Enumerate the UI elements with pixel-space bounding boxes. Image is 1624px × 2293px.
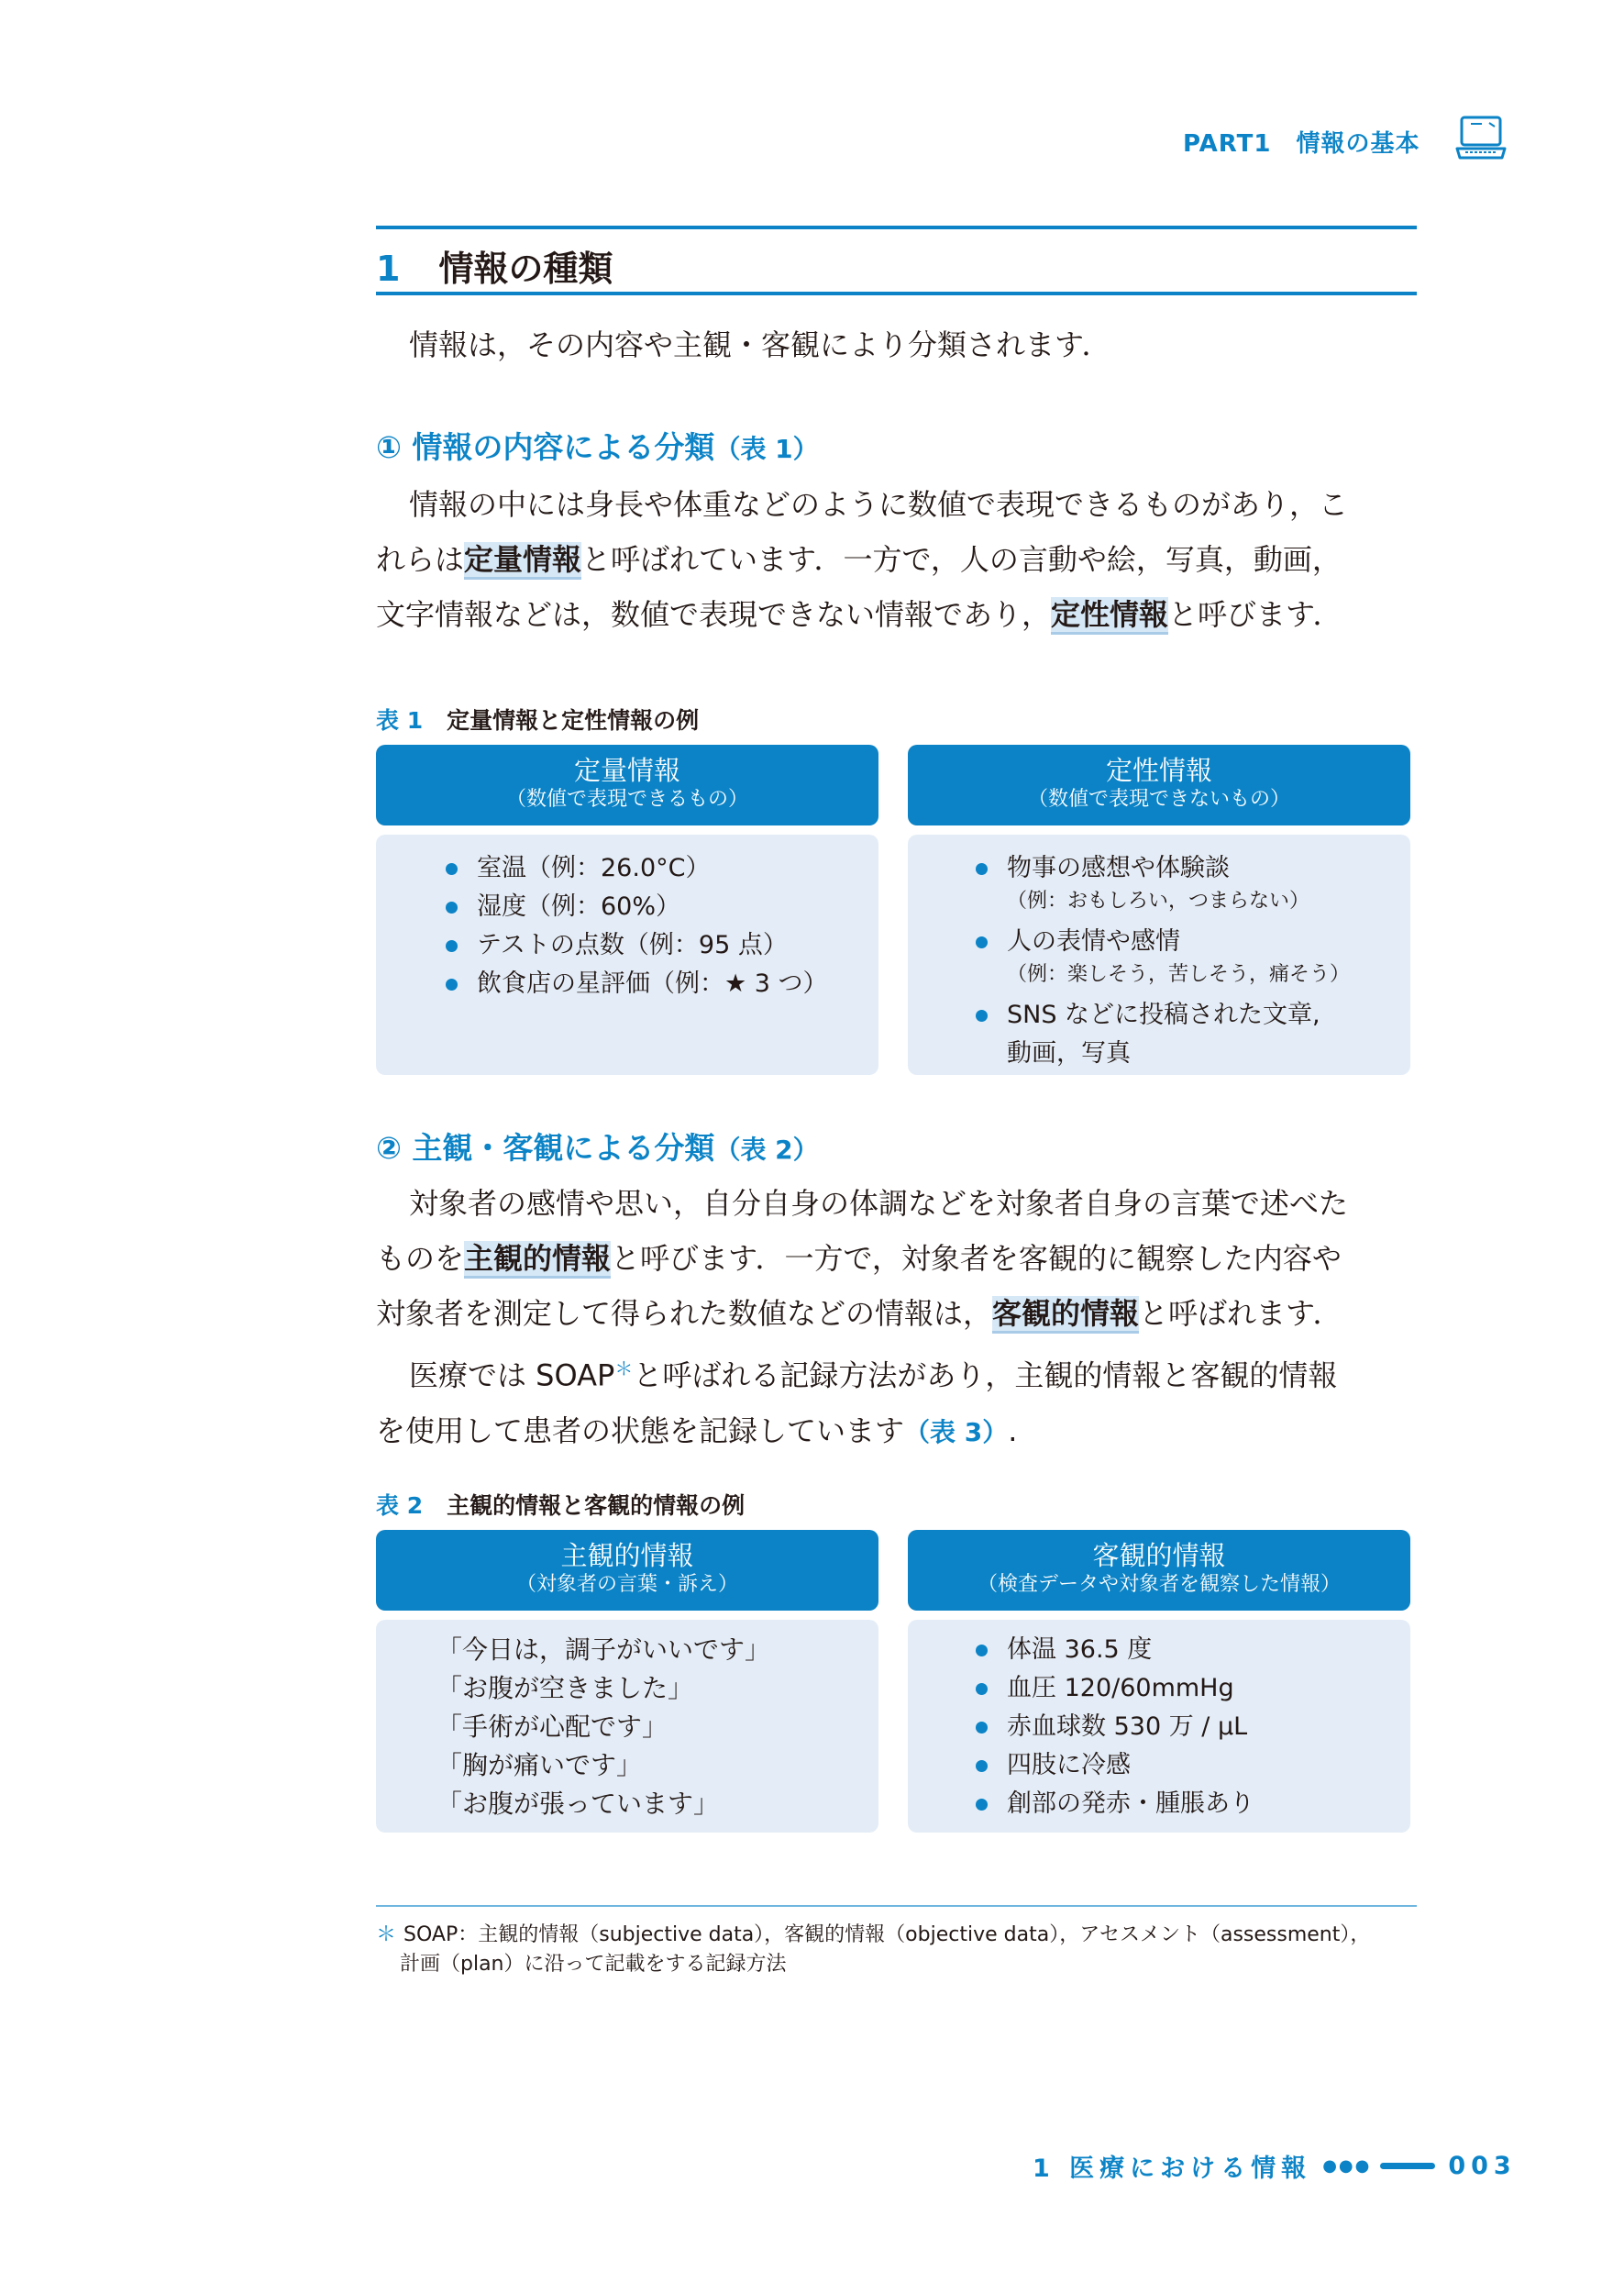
list-item: 体温 36.5 度 <box>970 1631 1410 1669</box>
highlight-term: 主観的情報 <box>464 1241 611 1279</box>
section-bottom-rule <box>376 292 1417 295</box>
text-run: と呼ばれます． <box>1139 1296 1342 1331</box>
highlight-term: 定量情報 <box>464 542 581 580</box>
list-item: 四肢に冷感 <box>970 1746 1410 1785</box>
highlight-term: 客観的情報 <box>992 1296 1139 1334</box>
item-main: 物事の感想や体験談 <box>1007 854 1230 882</box>
table1-right-header <box>908 745 1410 825</box>
list-item <box>970 996 1410 1073</box>
table1-left-header <box>376 745 878 825</box>
subheading-content <box>376 424 819 467</box>
footnote-rule <box>376 1905 1417 1907</box>
bar-ornament <box>1380 2163 1435 2169</box>
header-subtitle: （検査データや対象者を観察した情報） <box>977 1573 1341 1596</box>
text-line <box>376 532 1421 587</box>
intro-paragraph: 情報は，その内容や主観・客観により分類されます． <box>409 327 1111 362</box>
list-item: テストの点数（例：95 点） <box>440 926 878 965</box>
header-title: 主観的情報 <box>560 1540 694 1571</box>
list-item: 飲食店の星評価（例：★ 3 つ） <box>440 965 878 1003</box>
table1-caption <box>376 703 699 736</box>
item-main: SNS などに投稿された文章, <box>1007 1001 1320 1029</box>
part-label: PART1 情報の基本 <box>1183 130 1420 158</box>
table2-left-body <box>376 1620 878 1833</box>
table-title: 定量情報と定性情報の例 <box>447 707 700 734</box>
page-number: 003 <box>1448 2152 1517 2180</box>
section-top-rule <box>376 226 1417 229</box>
table2-right-body <box>908 1620 1410 1833</box>
item-main: 人の表情や感情 <box>1007 927 1180 956</box>
paragraph-subjective-objective <box>376 1176 1421 1460</box>
footnote-text: 計画（plan）に沿って記載をする記録方法 <box>400 1953 787 1976</box>
list-item: 「胸が痛いです」 <box>436 1750 643 1780</box>
text-run: 対象者を測定して得られた数値などの情報は， <box>376 1296 993 1331</box>
table-title: 主観的情報と客観的情報の例 <box>447 1492 746 1519</box>
subheading-subjective-objective <box>376 1124 819 1168</box>
header-subtitle: （数値で表現できないもの） <box>1027 788 1290 811</box>
table-ref: （表 3） <box>904 1416 1009 1447</box>
text-run: と呼ばれる記録方法があり，主観的情報と客観的情報 <box>633 1357 1338 1393</box>
footnote-text: SOAP：主観的情報（subjective data），客観的情報（objective data），アセスメント（assessment）， <box>403 1923 1371 1946</box>
list-item: 室温（例：26.0°C） <box>440 849 878 888</box>
header-subtitle: （数値で表現できるもの） <box>505 788 748 811</box>
list-item <box>970 923 1410 989</box>
list-item: 「今日は，調子がいいです」 <box>436 1634 771 1665</box>
item-example: （例：おもしろい，つまらない） <box>1007 890 1310 913</box>
table-ref: （表 1） <box>714 434 819 464</box>
text-line: 対象者の感情や思い，自分自身の体調などを対象者自身の言葉で述べた <box>409 1186 1349 1221</box>
text-line <box>376 1231 1421 1286</box>
chapter-label: 1 医療における情報 <box>1033 2155 1312 2183</box>
table-ref: （表 2） <box>714 1135 819 1165</box>
item-example: （例：楽しそう，苦しそう，痛そう） <box>1007 963 1351 986</box>
laptop-icon <box>1454 114 1508 163</box>
text-run: . <box>1008 1412 1018 1448</box>
table1-right-body <box>908 835 1410 1075</box>
text-line <box>376 1286 1421 1341</box>
list-item: 「お腹が空きました」 <box>436 1673 694 1703</box>
text-run: れらは <box>376 542 465 577</box>
section-number: 1 <box>376 249 401 289</box>
text-run: を使用して患者の状態を記録しています <box>376 1412 905 1448</box>
table2-right-header <box>908 1530 1410 1611</box>
table2-left-header <box>376 1530 878 1611</box>
list-item: 創部の発赤・腫脹あり <box>970 1785 1410 1823</box>
footnote <box>376 1921 1370 1979</box>
header-subtitle: （対象者の言葉・訴え） <box>515 1573 738 1596</box>
paragraph-content-classification <box>376 477 1421 642</box>
table1-left-body <box>376 835 878 1075</box>
section-title <box>376 240 613 291</box>
text-run: 医療では SOAP <box>409 1357 615 1393</box>
subheading-text: ② 主観・客観による分類 <box>376 1130 715 1166</box>
text-line: 情報の中には身長や体重などのように数値で表現できるものがあり，こ <box>409 487 1349 522</box>
text-run: と呼びます．一方で，対象者を客観的に観察した内容や <box>611 1241 1342 1276</box>
page-footer <box>1033 2148 1517 2184</box>
item-continued: 動画，写真 <box>1007 1039 1131 1068</box>
list-item: 赤血球数 530 万 / μL <box>970 1708 1410 1746</box>
footnote-mark: ＊ <box>614 1357 634 1379</box>
list-item: 「手術が心配です」 <box>436 1711 668 1742</box>
text-line <box>376 1403 1421 1460</box>
header-title: 定量情報 <box>573 755 680 786</box>
text-line <box>376 587 1421 642</box>
subheading-content-text: ① 情報の内容による分類 <box>376 429 715 465</box>
table2-caption <box>376 1488 745 1521</box>
text-run: ものを <box>376 1241 465 1276</box>
text-run: と呼ばれています．一方で，人の言動や絵，写真，動画， <box>581 542 1342 577</box>
footnote-mark: ＊ <box>376 1923 397 1946</box>
header-title: 客観的情報 <box>1092 1540 1226 1571</box>
text-run: と呼びます． <box>1168 597 1342 632</box>
dots-ornament: ●●● <box>1322 2156 1372 2176</box>
text-line <box>376 1341 1421 1403</box>
list-item <box>970 849 1410 915</box>
list-item: 「お腹が張っています」 <box>436 1789 720 1819</box>
highlight-term: 定性情報 <box>1051 597 1168 635</box>
header-title: 定性情報 <box>1105 755 1212 786</box>
list-item: 血圧 120/60mmHg <box>970 1669 1410 1708</box>
list-item: 湿度（例：60%） <box>440 888 878 926</box>
table-label: 表 2 <box>376 1492 424 1519</box>
section-title-text: 情報の種類 <box>438 249 613 289</box>
footnote-line <box>376 1921 1370 1950</box>
table-label: 表 1 <box>376 707 424 734</box>
text-run: 文字情報などは，数値で表現できない情報であり， <box>376 597 1052 632</box>
